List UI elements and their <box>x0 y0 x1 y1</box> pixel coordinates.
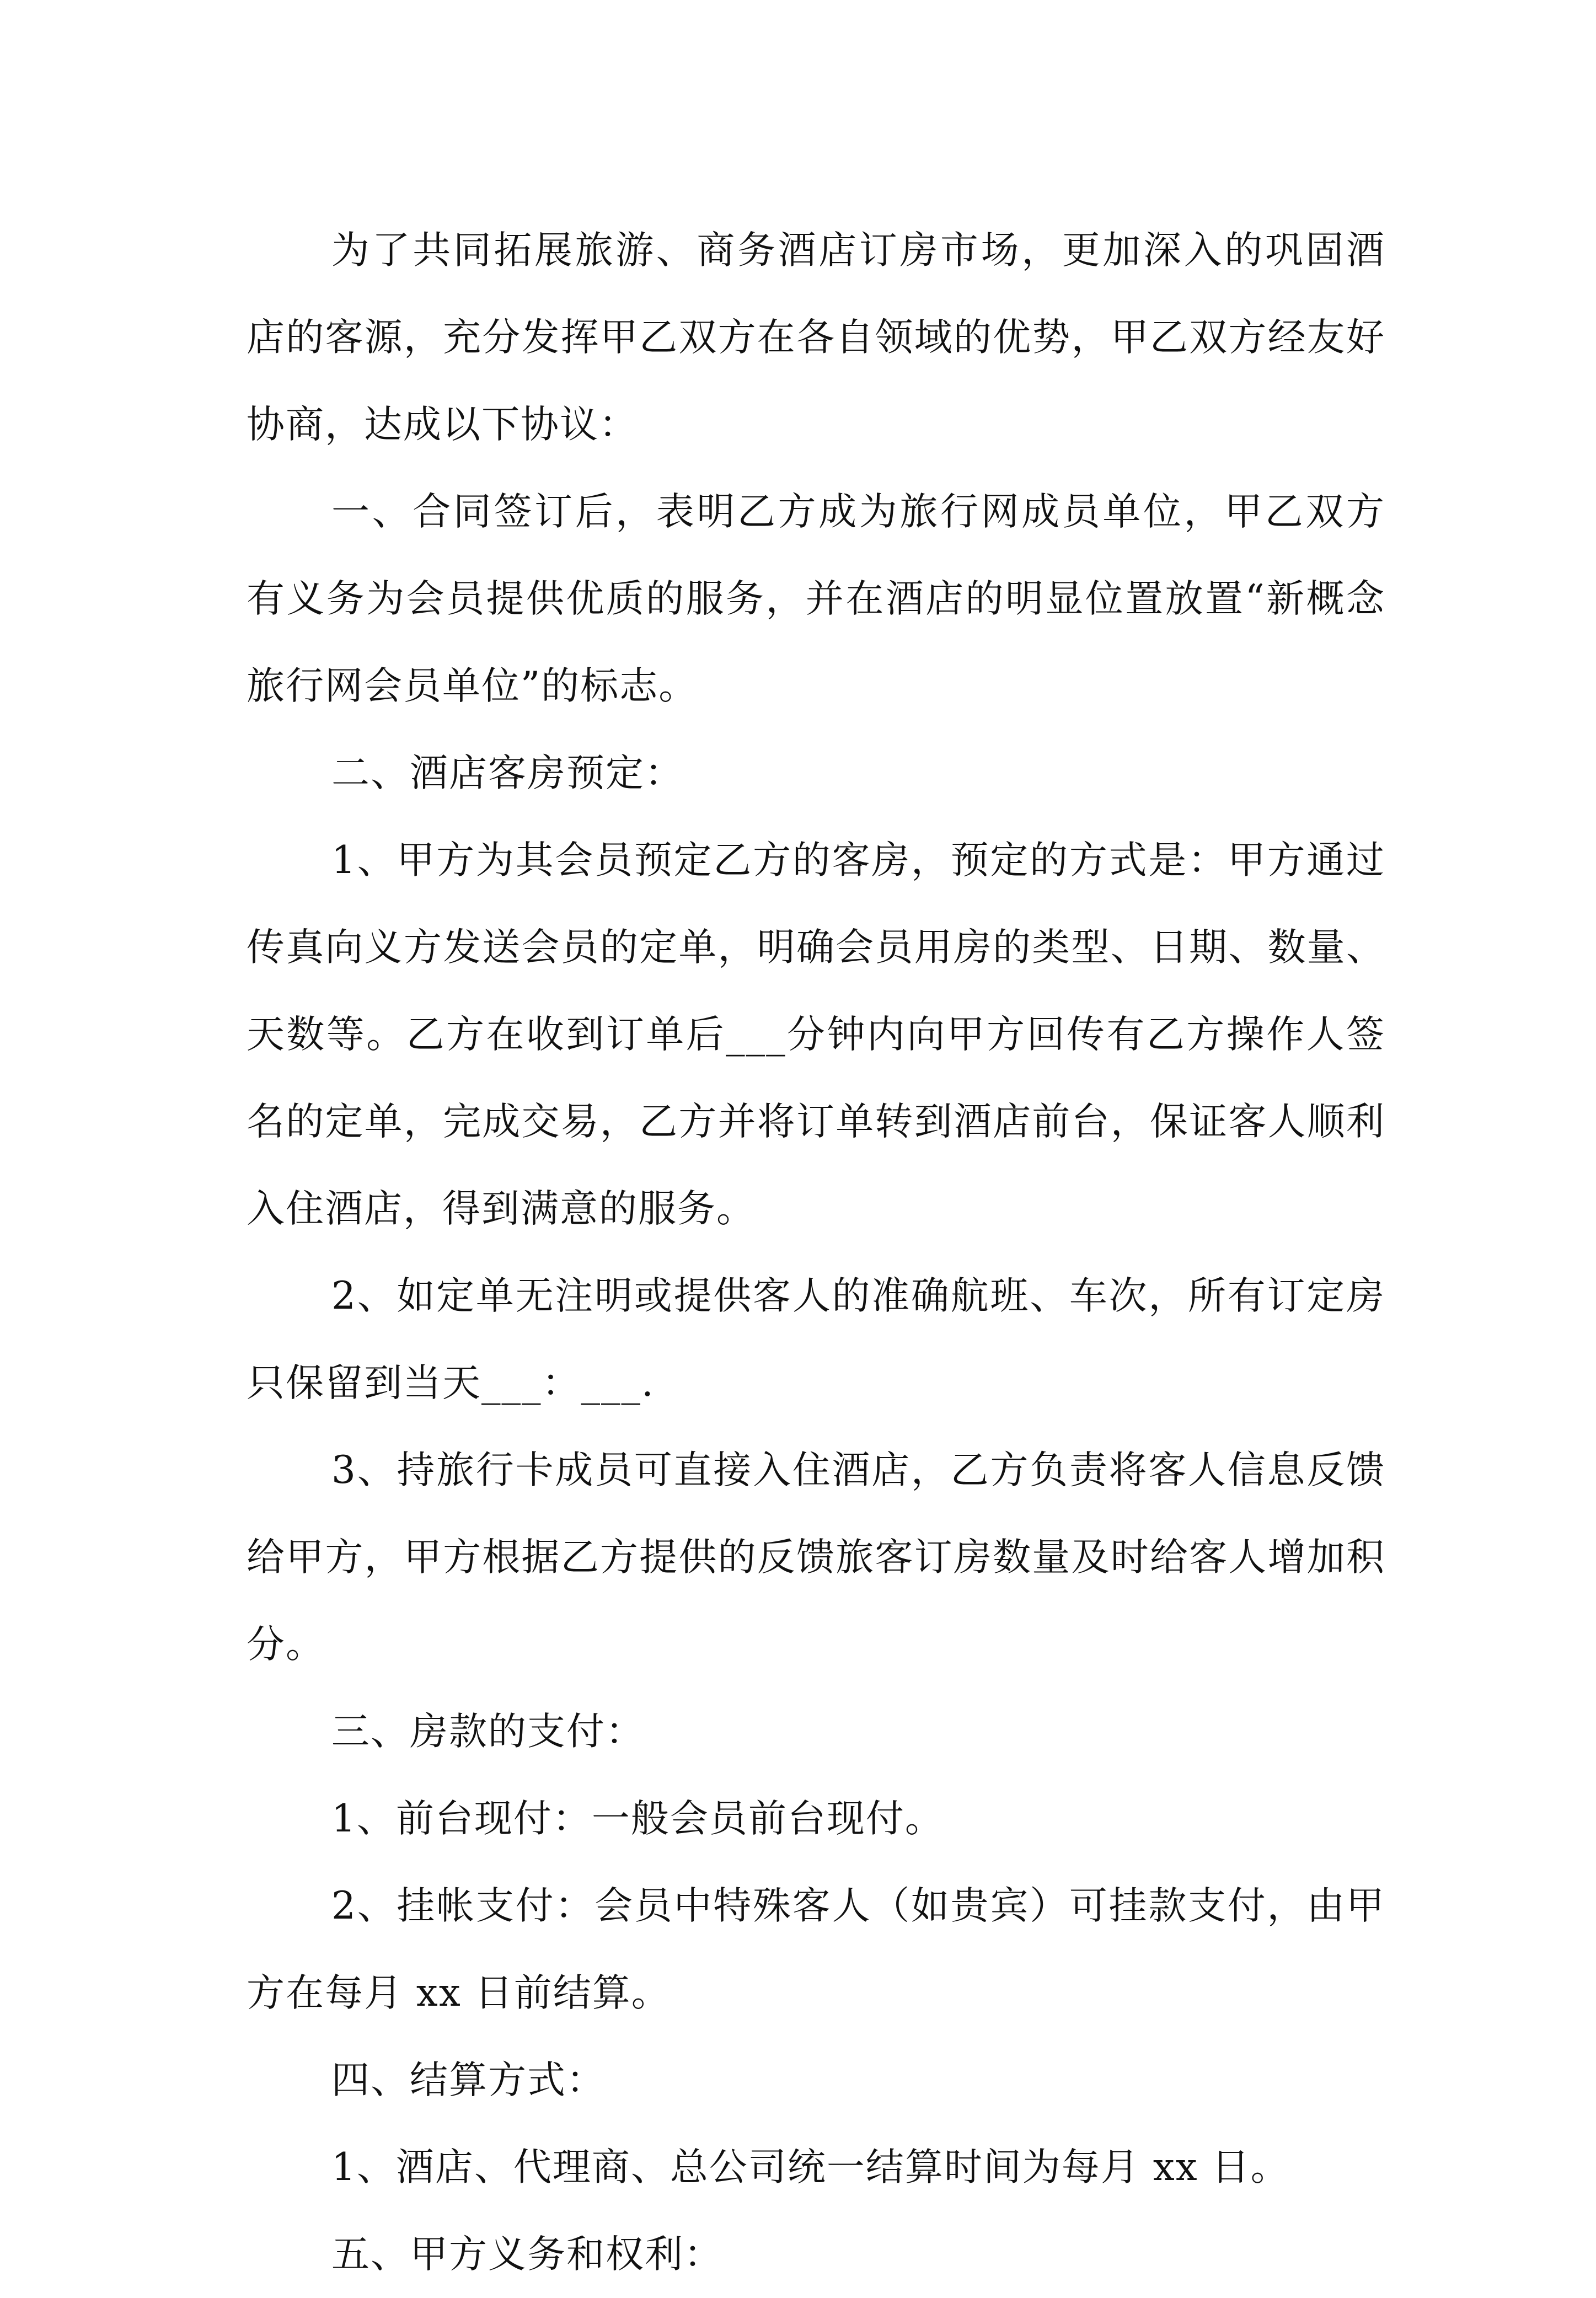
document-page <box>247 207 1385 2298</box>
section-4-heading: 四、结算方式： <box>331 2058 606 2102</box>
clause-2-2-retention: 2、如定单无注明或提供客人的准确航班、车次，所有订定房只保留到当天___：___. <box>247 1274 1385 1405</box>
clause-3-1-front-desk-pay: 1、前台现付：一般会员前台现付。 <box>331 1797 944 1841</box>
clause-3-2-account-pay: 2、挂帐支付：会员中特殊客人（如贵宾）可挂款支付，由甲方在每月 xx 日前结算。 <box>247 1884 1385 2015</box>
section-5-heading: 五、甲方义务和权利： <box>331 2232 723 2276</box>
clause-4-1-settlement: 1、酒店、代理商、总公司统一结算时间为每月 xx 日。 <box>331 2145 1290 2189</box>
section-2-heading: 二、酒店客房预定： <box>331 751 684 795</box>
intro-paragraph: 为了共同拓展旅游、商务酒店订房市场，更加深入的巩固酒店的客源，充分发挥甲乙双方在各自领域的优势，甲乙双方经友好协商，达成以下协议： <box>247 228 1385 447</box>
clause-2-1-booking: 1、甲方为其会员预定乙方的客房，预定的方式是：甲方通过传真向义方发送会员的定单，明确会员用房的类型、日期、数量、天数等。乙方在收到订单后___分钟内向甲方回传有乙方操作人签名的定单，完成交易，乙方并将订单转到酒店前台，保证客人顺利入住酒店，得到满意的服务。 <box>247 838 1385 1231</box>
clause-2-3-travel-card: 3、持旅行卡成员可直接入住酒店，乙方负责将客人信息反馈给甲方，甲方根据乙方提供的反馈旅客订房数量及时给客人增加积分。 <box>247 1448 1385 1667</box>
section-3-heading: 三、房款的支付： <box>331 1710 645 1754</box>
clause-1-membership: 一、合同签订后，表明乙方成为旅行网成员单位，甲乙双方有义务为会员提供优质的服务，并在酒店的明显位置放置“新概念旅行网会员单位”的标志。 <box>247 490 1385 708</box>
